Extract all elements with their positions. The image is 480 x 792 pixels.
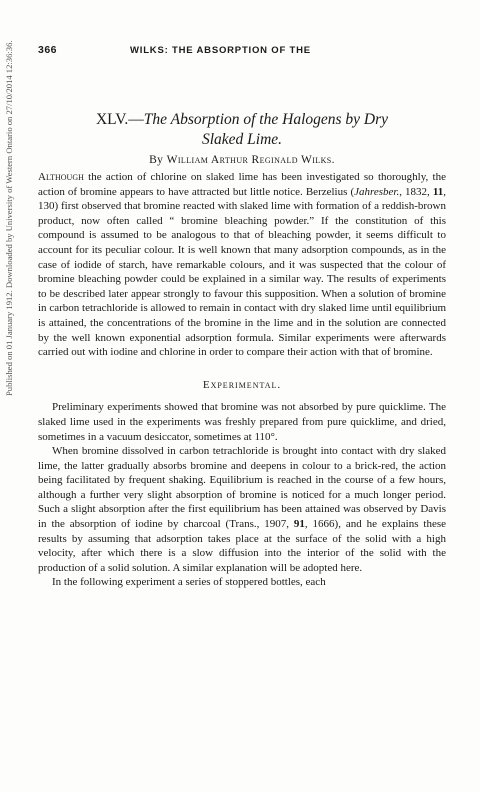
author-line [38,154,446,166]
drop-word: Although [38,171,84,183]
equilibrium-text-1: When bromine dissolved in carbon tetrachloride is brought into contact with dry slaked lime, the latter gradually absorbs bromine and deepens in colour to a brick-red, the action being facilitated by frequent shaking. Equilibrium is reached in the course of a few hours, although a further very slight absorption of bromine is noticed for a much longer period. Such a slight absorption after the first equilibrium has been attained was observed by Davis in the absorption of iodine by charcoal (Trans., 1907, [38,445,446,531]
paragraph-intro [38,170,446,360]
article-number: XLV.— [95,111,144,128]
section-heading: Experimental. [202,378,282,391]
citation-journal: Jahresber. [354,185,400,198]
author-name: William Arthur Reginald Wilks. [166,154,335,166]
title-line-1: The Absorption of the Halogens by Dry [143,111,389,128]
intro-text-2: , 1832, [399,185,433,198]
intro-text-1: the action of chlorine on slaked lime has been investigated so thoroughly, the action of bromine appears to have attracted but little notice. Berzelius ( [38,171,446,198]
download-watermark: Published on 01 January 1912. Downloaded by University of Western Ontario on 27/10/2014 12:36:36. [4,40,14,396]
citation-volume-2: 91 [293,518,305,531]
author-by: By [149,154,164,166]
page-header [38,44,446,58]
paragraph-preliminary: Preliminary experiments showed that bromine was not absorbed by pure quicklime. The slaked lime used in the experiments was freshly prepared from pure quicklime, and dried, sometimes in a vacuum desiccator, sometimes at 110°. [38,401,446,443]
citation-volume: 11 [432,185,444,198]
title-line-2: Slaked Lime. [201,131,283,148]
intro-text-3: , 130) first observed that bromine reacted with slaked lime with formation of a reddish-brown product, now often called “ bromine bleaching powder.” If the constitution of this compound is assumed to be analogous to that of bleaching powder, it seems difficult to account for its peculiar colour. It is well known that many adsorption compounds, as in the case of iodide of starch, have remarkable colours, and it was suspected that the colour of bromine bleaching powder could be explained in a similar way. The results of experiments to be described later appear strongly to favour this supposition. When a solution of bromine in carbon tetrachloride is allowed to remain in contact with dry slaked lime until equilibrium is attained, the concentrations of the bromine in the lime and in the solution are connected by the well known exponential adsorption formula. Similar experiments were afterwards carried out with iodine and chlorine in order to compare their action with that of bromine. [38,185,446,359]
running-title: WILKS: THE ABSORPTION OF THE [130,45,311,56]
page-number: 366 [38,44,58,56]
paragraph-following: In the following experiment a series of stoppered bottles, each [52,576,326,589]
equilibrium-text-2: , 1666), and he explains these results by assuming that adsorption takes place at the surface of the solid with a high velocity, after which there is a slow diffusion into the interior of the solid with the production of a solid solution. A similar explanation will be adopted here. [38,518,447,574]
article-body [38,170,446,590]
article-title [38,110,446,150]
paragraph-equilibrium [38,444,446,575]
